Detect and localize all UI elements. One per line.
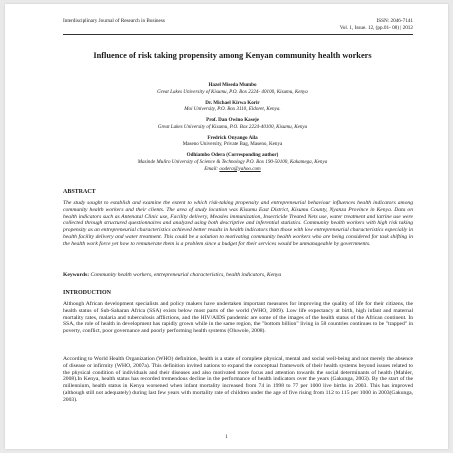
author-block xyxy=(60,82,405,95)
issn: ISSN: 2046-7141 xyxy=(376,18,413,24)
author-block xyxy=(60,100,405,113)
corresponding-author-name: Odhiambo Odera (Corresponding author) xyxy=(186,152,279,159)
header-divider xyxy=(63,34,413,35)
corresponding-author-affiliation: Masinde Muliro University of Science & Technology P.O. Box 190-50100, Kakamega, Kenya xyxy=(137,158,328,165)
journal-issue-info xyxy=(340,18,413,32)
author-name: Hazel Miseda Mumbo xyxy=(208,82,257,88)
author-list xyxy=(60,82,405,176)
page-number: 1 xyxy=(225,434,228,440)
paper-page xyxy=(5,4,448,449)
abstract-heading: ABSTRACT xyxy=(63,189,96,195)
keywords-text: Community health workers, entrepreneurial characteristics, health indicators, Kenya xyxy=(90,272,282,278)
author-affiliation: Maseno University, Private Bag, Maseno, Kenya xyxy=(182,141,283,148)
email-label: Email: xyxy=(204,165,219,172)
corresponding-author-block xyxy=(60,152,405,172)
volume-issue: Vol. 1, Issue. 12, (pp.01- 08) | 2012 xyxy=(339,25,413,31)
author-affiliation: Great Lakes University of Kisumu, P.O. Box 2224- 40100, Kisumu, Kenya xyxy=(157,88,308,95)
keywords-label: Keywords: xyxy=(63,272,90,278)
author-affiliation: Great Lakes University of Kisumu, P.O. Box 2224-40100, Kisumu, Kenya xyxy=(157,123,308,130)
author-name: Prof. Dan Owino Kaseje xyxy=(206,117,259,124)
author-block xyxy=(60,135,405,148)
abstract-text: The study sought to establish and examine the extent to which risk-taking propensity and entrepreneurial behaviour influences health indicators among community health workers and their clients. The area of study location was Kisumu East District, Kisumu County, Nyanza Province in Kenya. Data on health indicators such as Antenatal Clinic use, Facility delivery, Measles immunization, Insecticide Treated Nets use, water treatment and latrine use were collected through structured questionnaires and analyzed using both descriptive and inferential statistics. Community health workers with high risk taking propensity as an entrepreneurial characteristics achieved better results in health indicators than those with low entrepreneurial characteristics especially in health facility delivery and water treatment. This could be a solution to motivating community health workers who are being considered for task shifting in the health work force yet how to remunerate them is a problem since a budget for their services would be unmanageable by governments. xyxy=(63,200,413,247)
author-affiliation: Moi University, P.O. Box 3110, Eldoret, Kenya. xyxy=(184,106,281,113)
keywords-line xyxy=(63,272,413,279)
introduction-paragraph-2: According to World Health Organization (WHO) definition, health is a state of complete physical, mental and social well-being and not merely the absence of disease or infirmity (WHO, 2007a). This definition invited nations to expand the conceptual framework of their health systems beyond issues related to the physical condition of individuals and their diseases and also motivated more focus and attention towards the social determinants of health (Mahler, 2008).In Kenya, health status has recorded tremendous decline in the performance of health indicators over the years (Gakunga, 2003). By the start of the millennium, health status in Kenya worsened when infant mortality increased from 74 in 1998 to 77 per 1000 live births in 2003. This has improved (although still not adequately) during last few years with mortality rate of children under the age of five rising from 112 to 115 per 1000 in 2003(Gakunga, 2003). xyxy=(63,356,413,403)
introduction-heading: INTRODUCTION xyxy=(63,290,112,296)
author-name: Dr. Michael Kirwa Korir xyxy=(205,99,260,106)
introduction-paragraph-1: Although African development specialists and policy makers have undertaken important measures for improving the quality of life for their citizens, the health status of Sub-Saharan Africa (SSA) exists below most parts of the world (WHO, 2009). Low life expectancy at birth, high infant and maternal mortality rates, malaria and tuberculosis afflictions, and the HIV/AIDS pandemic are some of the images of the health status of the African continent. In SSA, the role of health in development has rapidly grown while in the same region, the "bottom billion" living in 58 countries continues to be "trapped" in poverty, conflict, poor governance and poorly performing health systems (Oluwole, 2008). xyxy=(63,301,413,334)
journal-name: Interdisciplinary Journal of Research in Business xyxy=(63,18,165,24)
paper-title: Influence of risk taking propensity among Kenyan community health workers xyxy=(93,51,372,60)
author-name: Fredrick Onyango Aila xyxy=(207,134,258,141)
email-line xyxy=(60,166,405,173)
email-link[interactable]: oodera@yahoo.com xyxy=(219,165,261,172)
author-block xyxy=(60,117,405,130)
